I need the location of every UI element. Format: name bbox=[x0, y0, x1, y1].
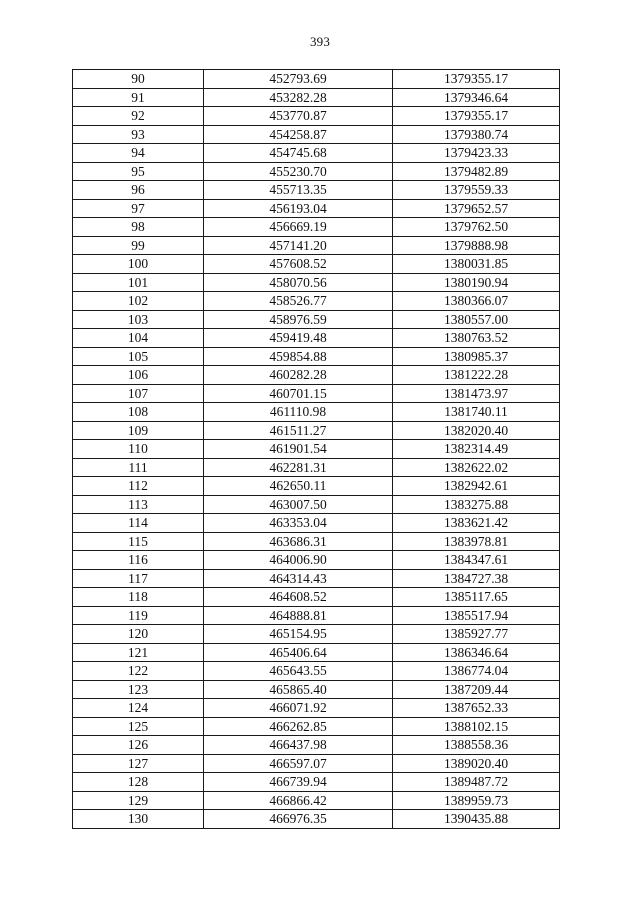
x-coordinate-cell: 466437.98 bbox=[204, 736, 393, 755]
x-coordinate-cell: 466866.42 bbox=[204, 791, 393, 810]
y-coordinate-cell: 1380557.00 bbox=[393, 310, 560, 329]
point-number-cell: 112 bbox=[73, 477, 204, 496]
x-coordinate-cell: 463007.50 bbox=[204, 495, 393, 514]
point-number-cell: 98 bbox=[73, 218, 204, 237]
x-coordinate-cell: 466262.85 bbox=[204, 717, 393, 736]
coordinates-table-body bbox=[73, 70, 560, 829]
x-coordinate-cell: 453770.87 bbox=[204, 107, 393, 126]
point-number-cell: 122 bbox=[73, 662, 204, 681]
y-coordinate-cell: 1379762.50 bbox=[393, 218, 560, 237]
point-number-cell: 96 bbox=[73, 181, 204, 200]
y-coordinate-cell: 1379652.57 bbox=[393, 199, 560, 218]
y-coordinate-cell: 1380985.37 bbox=[393, 347, 560, 366]
point-number-cell: 93 bbox=[73, 125, 204, 144]
x-coordinate-cell: 464888.81 bbox=[204, 606, 393, 625]
table-row bbox=[73, 551, 560, 570]
table-row bbox=[73, 736, 560, 755]
x-coordinate-cell: 454258.87 bbox=[204, 125, 393, 144]
coordinates-table bbox=[72, 69, 560, 829]
table-row bbox=[73, 255, 560, 274]
point-number-cell: 125 bbox=[73, 717, 204, 736]
y-coordinate-cell: 1387209.44 bbox=[393, 680, 560, 699]
y-coordinate-cell: 1382622.02 bbox=[393, 458, 560, 477]
table-row bbox=[73, 236, 560, 255]
x-coordinate-cell: 454745.68 bbox=[204, 144, 393, 163]
x-coordinate-cell: 459854.88 bbox=[204, 347, 393, 366]
y-coordinate-cell: 1380031.85 bbox=[393, 255, 560, 274]
x-coordinate-cell: 465406.64 bbox=[204, 643, 393, 662]
x-coordinate-cell: 453282.28 bbox=[204, 88, 393, 107]
point-number-cell: 123 bbox=[73, 680, 204, 699]
point-number-cell: 127 bbox=[73, 754, 204, 773]
table-row bbox=[73, 588, 560, 607]
point-number-cell: 106 bbox=[73, 366, 204, 385]
y-coordinate-cell: 1379346.64 bbox=[393, 88, 560, 107]
table-row bbox=[73, 273, 560, 292]
y-coordinate-cell: 1389020.40 bbox=[393, 754, 560, 773]
x-coordinate-cell: 465643.55 bbox=[204, 662, 393, 681]
x-coordinate-cell: 457608.52 bbox=[204, 255, 393, 274]
point-number-cell: 117 bbox=[73, 569, 204, 588]
x-coordinate-cell: 465865.40 bbox=[204, 680, 393, 699]
y-coordinate-cell: 1379423.33 bbox=[393, 144, 560, 163]
point-number-cell: 90 bbox=[73, 70, 204, 89]
table-row bbox=[73, 384, 560, 403]
y-coordinate-cell: 1379888.98 bbox=[393, 236, 560, 255]
y-coordinate-cell: 1380763.52 bbox=[393, 329, 560, 348]
x-coordinate-cell: 461511.27 bbox=[204, 421, 393, 440]
x-coordinate-cell: 463353.04 bbox=[204, 514, 393, 533]
x-coordinate-cell: 464608.52 bbox=[204, 588, 393, 607]
table-row bbox=[73, 107, 560, 126]
x-coordinate-cell: 457141.20 bbox=[204, 236, 393, 255]
y-coordinate-cell: 1384727.38 bbox=[393, 569, 560, 588]
table-row bbox=[73, 88, 560, 107]
y-coordinate-cell: 1385927.77 bbox=[393, 625, 560, 644]
point-number-cell: 116 bbox=[73, 551, 204, 570]
y-coordinate-cell: 1380190.94 bbox=[393, 273, 560, 292]
table-row bbox=[73, 754, 560, 773]
y-coordinate-cell: 1379482.89 bbox=[393, 162, 560, 181]
y-coordinate-cell: 1389487.72 bbox=[393, 773, 560, 792]
y-coordinate-cell: 1382020.40 bbox=[393, 421, 560, 440]
x-coordinate-cell: 461901.54 bbox=[204, 440, 393, 459]
point-number-cell: 100 bbox=[73, 255, 204, 274]
point-number-cell: 128 bbox=[73, 773, 204, 792]
x-coordinate-cell: 458070.56 bbox=[204, 273, 393, 292]
point-number-cell: 103 bbox=[73, 310, 204, 329]
y-coordinate-cell: 1387652.33 bbox=[393, 699, 560, 718]
table-row bbox=[73, 699, 560, 718]
x-coordinate-cell: 455713.35 bbox=[204, 181, 393, 200]
table-row bbox=[73, 662, 560, 681]
table-row bbox=[73, 347, 560, 366]
point-number-cell: 101 bbox=[73, 273, 204, 292]
x-coordinate-cell: 466976.35 bbox=[204, 810, 393, 829]
table-row bbox=[73, 162, 560, 181]
point-number-cell: 120 bbox=[73, 625, 204, 644]
x-coordinate-cell: 458526.77 bbox=[204, 292, 393, 311]
x-coordinate-cell: 463686.31 bbox=[204, 532, 393, 551]
point-number-cell: 94 bbox=[73, 144, 204, 163]
y-coordinate-cell: 1389959.73 bbox=[393, 791, 560, 810]
y-coordinate-cell: 1386774.04 bbox=[393, 662, 560, 681]
table-row bbox=[73, 403, 560, 422]
table-row bbox=[73, 292, 560, 311]
point-number-cell: 114 bbox=[73, 514, 204, 533]
point-number-cell: 107 bbox=[73, 384, 204, 403]
point-number-cell: 118 bbox=[73, 588, 204, 607]
y-coordinate-cell: 1381222.28 bbox=[393, 366, 560, 385]
table-row bbox=[73, 199, 560, 218]
x-coordinate-cell: 460701.15 bbox=[204, 384, 393, 403]
x-coordinate-cell: 466071.92 bbox=[204, 699, 393, 718]
table-row bbox=[73, 680, 560, 699]
table-row bbox=[73, 717, 560, 736]
x-coordinate-cell: 456193.04 bbox=[204, 199, 393, 218]
point-number-cell: 130 bbox=[73, 810, 204, 829]
table-row bbox=[73, 643, 560, 662]
table-row bbox=[73, 773, 560, 792]
x-coordinate-cell: 458976.59 bbox=[204, 310, 393, 329]
table-row bbox=[73, 495, 560, 514]
y-coordinate-cell: 1383621.42 bbox=[393, 514, 560, 533]
point-number-cell: 124 bbox=[73, 699, 204, 718]
table-row bbox=[73, 144, 560, 163]
y-coordinate-cell: 1390435.88 bbox=[393, 810, 560, 829]
point-number-cell: 102 bbox=[73, 292, 204, 311]
y-coordinate-cell: 1388102.15 bbox=[393, 717, 560, 736]
point-number-cell: 129 bbox=[73, 791, 204, 810]
table-row bbox=[73, 791, 560, 810]
x-coordinate-cell: 456669.19 bbox=[204, 218, 393, 237]
point-number-cell: 105 bbox=[73, 347, 204, 366]
y-coordinate-cell: 1379559.33 bbox=[393, 181, 560, 200]
x-coordinate-cell: 464314.43 bbox=[204, 569, 393, 588]
table-row bbox=[73, 366, 560, 385]
point-number-cell: 92 bbox=[73, 107, 204, 126]
x-coordinate-cell: 465154.95 bbox=[204, 625, 393, 644]
y-coordinate-cell: 1380366.07 bbox=[393, 292, 560, 311]
table-row bbox=[73, 181, 560, 200]
table-row bbox=[73, 606, 560, 625]
table-row bbox=[73, 310, 560, 329]
point-number-cell: 113 bbox=[73, 495, 204, 514]
table-row bbox=[73, 440, 560, 459]
x-coordinate-cell: 460282.28 bbox=[204, 366, 393, 385]
x-coordinate-cell: 462650.11 bbox=[204, 477, 393, 496]
table-row bbox=[73, 421, 560, 440]
point-number-cell: 126 bbox=[73, 736, 204, 755]
y-coordinate-cell: 1382942.61 bbox=[393, 477, 560, 496]
y-coordinate-cell: 1383978.81 bbox=[393, 532, 560, 551]
point-number-cell: 104 bbox=[73, 329, 204, 348]
point-number-cell: 121 bbox=[73, 643, 204, 662]
table-row bbox=[73, 477, 560, 496]
point-number-cell: 110 bbox=[73, 440, 204, 459]
page-number: 393 bbox=[309, 34, 331, 49]
y-coordinate-cell: 1379355.17 bbox=[393, 107, 560, 126]
y-coordinate-cell: 1386346.64 bbox=[393, 643, 560, 662]
point-number-cell: 115 bbox=[73, 532, 204, 551]
x-coordinate-cell: 461110.98 bbox=[204, 403, 393, 422]
x-coordinate-cell: 452793.69 bbox=[204, 70, 393, 89]
x-coordinate-cell: 466739.94 bbox=[204, 773, 393, 792]
x-coordinate-cell: 464006.90 bbox=[204, 551, 393, 570]
table-row bbox=[73, 70, 560, 89]
y-coordinate-cell: 1385117.65 bbox=[393, 588, 560, 607]
x-coordinate-cell: 459419.48 bbox=[204, 329, 393, 348]
table-row bbox=[73, 218, 560, 237]
x-coordinate-cell: 466597.07 bbox=[204, 754, 393, 773]
y-coordinate-cell: 1379355.17 bbox=[393, 70, 560, 89]
point-number-cell: 97 bbox=[73, 199, 204, 218]
x-coordinate-cell: 462281.31 bbox=[204, 458, 393, 477]
y-coordinate-cell: 1384347.61 bbox=[393, 551, 560, 570]
table-row bbox=[73, 532, 560, 551]
y-coordinate-cell: 1381473.97 bbox=[393, 384, 560, 403]
table-row bbox=[73, 125, 560, 144]
table-row bbox=[73, 458, 560, 477]
point-number-cell: 95 bbox=[73, 162, 204, 181]
point-number-cell: 119 bbox=[73, 606, 204, 625]
point-number-cell: 109 bbox=[73, 421, 204, 440]
table-row bbox=[73, 625, 560, 644]
point-number-cell: 108 bbox=[73, 403, 204, 422]
y-coordinate-cell: 1383275.88 bbox=[393, 495, 560, 514]
x-coordinate-cell: 455230.70 bbox=[204, 162, 393, 181]
y-coordinate-cell: 1379380.74 bbox=[393, 125, 560, 144]
table-row bbox=[73, 810, 560, 829]
table-row bbox=[73, 569, 560, 588]
point-number-cell: 99 bbox=[73, 236, 204, 255]
y-coordinate-cell: 1385517.94 bbox=[393, 606, 560, 625]
point-number-cell: 111 bbox=[73, 458, 204, 477]
y-coordinate-cell: 1382314.49 bbox=[393, 440, 560, 459]
y-coordinate-cell: 1388558.36 bbox=[393, 736, 560, 755]
y-coordinate-cell: 1381740.11 bbox=[393, 403, 560, 422]
table-row bbox=[73, 329, 560, 348]
table-row bbox=[73, 514, 560, 533]
point-number-cell: 91 bbox=[73, 88, 204, 107]
